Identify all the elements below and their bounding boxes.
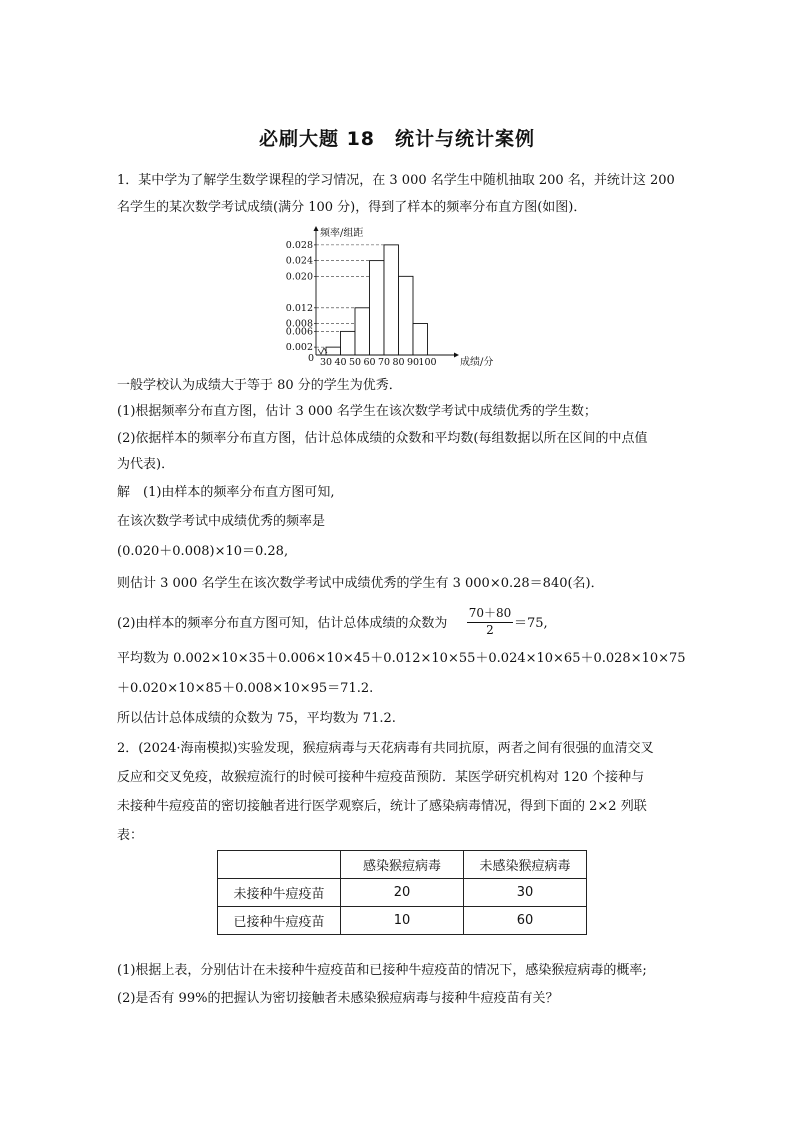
table-header-cell [218, 851, 341, 879]
table-cell: 30 [464, 879, 587, 907]
x-tick-label: 40 [334, 357, 347, 368]
q1-solution-line-7: ＋0.020×10×85＋0.008×10×95＝71.2. [117, 681, 374, 696]
q1-solution-line-2: 在该次数学考试中成绩优秀的频率是 [117, 514, 326, 529]
x-tick-label: 30 [319, 357, 333, 368]
x-tick-label: 60 [363, 357, 376, 368]
histogram-bar [355, 308, 370, 355]
mode-result: ＝75, [514, 616, 548, 631]
y-tick-label: 0.020 [285, 271, 313, 283]
q1-text-line-3: 一般学校认为成绩大于等于 80 分的学生为优秀． [117, 378, 402, 393]
histogram-bar [326, 347, 341, 355]
y-tick-label: 0.008 [285, 318, 313, 330]
q2-text-line-1: 2．(2024·海南模拟)实验发现，猴痘病毒与天花病毒有共同抗原，两者之间有很强的血清交叉 [117, 741, 654, 756]
x-axis-label: 成绩/分 [460, 357, 494, 368]
y-axis-arrow [314, 226, 319, 231]
x-tick-label: 90 [406, 357, 420, 368]
q2-text-line-4: 表： [117, 828, 144, 843]
q1-text-line-1: 1．某中学为了解学生数学课程的学习情况，在 3 000 名学生中随机抽取 200 名，并统计这 200 [117, 173, 675, 188]
q1-solution-line-5 [117, 615, 447, 633]
y-tick-label: 0.006 [285, 326, 313, 338]
table-cell: 20 [341, 879, 464, 907]
q2-text-line-3: 未接种牛痘疫苗的密切接触者进行医学观察后，统计了感染病毒情况，得到下面的 2×2 列联 [117, 799, 647, 814]
table-header-row [218, 851, 587, 879]
y-tick-label: 0.002 [285, 342, 313, 354]
q1-solution-line-4: 则估计 3 000 名学生在该次数学考试中成绩优秀的学生有 3 000×0.28＝840(名)． [117, 576, 604, 591]
x-tick-label: 70 [377, 357, 391, 368]
y-axis-label: 频率/组距 [320, 228, 364, 239]
x-tick-label: 50 [348, 357, 362, 368]
q2-text-line-2: 反应和交叉免疫，故猴痘流行的时候可接种牛痘疫苗预防．某医学研究机构对 120 个接种与 [117, 770, 645, 785]
fraction-numerator: 70＋80 [468, 606, 512, 620]
y-tick-label: 0.028 [285, 239, 313, 251]
y-tick-label: 0.012 [285, 302, 313, 314]
histogram-bar [413, 324, 428, 355]
mode-fraction [467, 604, 513, 637]
table-header-cell: 感染猴痘病毒 [341, 851, 464, 879]
q1-subquestion-1: (1)根据频率分布直方图，估计 3 000 名学生在该次数学考试中成绩优秀的学生数； [117, 404, 597, 419]
x-tick-label: 80 [392, 357, 405, 368]
x-tick-label: 100 [418, 357, 437, 368]
q2-subquestion-1: (1)根据上表，分别估计在未接种牛痘疫苗和已接种牛痘疫苗的情况下，感染猴痘病毒的概率; [117, 963, 647, 978]
q1-text-line-2: 名学生的某次数学考试成绩(满分 100 分)，得到了样本的频率分布直方图(如图)． [117, 200, 587, 215]
frequency-histogram [272, 222, 512, 372]
table-row [218, 907, 587, 935]
mode-text: (2)由样本的频率分布直方图可知，估计总体成绩的众数为 [117, 616, 448, 631]
q1-subquestion-2: (2)依据样本的频率分布直方图，估计总体成绩的众数和平均数(每组数据以所在区间的中点值 [117, 431, 648, 446]
page-title: 必刷大题 18 统计与统计案例 [258, 128, 536, 150]
q1-subquestion-2-cont: 为代表)． [117, 457, 175, 472]
q1-solution-line-1: 解 (1)由样本的频率分布直方图可知, [117, 485, 335, 500]
q1-solution-line-8: 所以估计总体成绩的众数为 75，平均数为 71.2. [117, 711, 396, 726]
table-row [218, 879, 587, 907]
q1-solution-line-6: 平均数为 0.002×10×35＋0.006×10×45＋0.012×10×55＋0.024×10×65＋0.028×10×75 [117, 651, 686, 666]
x-axis-arrow [454, 353, 459, 358]
q2-subquestion-2: (2)是否有 99%的把握认为密切接触者未感染猴痘病毒与接种牛痘疫苗有关？ [117, 991, 559, 1006]
fraction-denominator: 2 [467, 622, 513, 637]
histogram-bar [399, 276, 414, 355]
histogram-bar [370, 261, 385, 355]
q1-solution-line-3: (0.020＋0.008)×10＝0.28, [117, 544, 289, 559]
histogram-bar [384, 245, 399, 355]
contingency-table [217, 850, 587, 935]
table-cell: 60 [464, 907, 587, 935]
y-tick-label: 0.024 [285, 255, 313, 267]
origin-label: 0 [307, 353, 315, 364]
table-header-cell: 未感染猴痘病毒 [464, 851, 587, 879]
table-cell: 未接种牛痘疫苗 [218, 879, 341, 907]
histogram-bar [341, 331, 356, 355]
table-cell: 已接种牛痘疫苗 [218, 907, 341, 935]
table-cell: 10 [341, 907, 464, 935]
